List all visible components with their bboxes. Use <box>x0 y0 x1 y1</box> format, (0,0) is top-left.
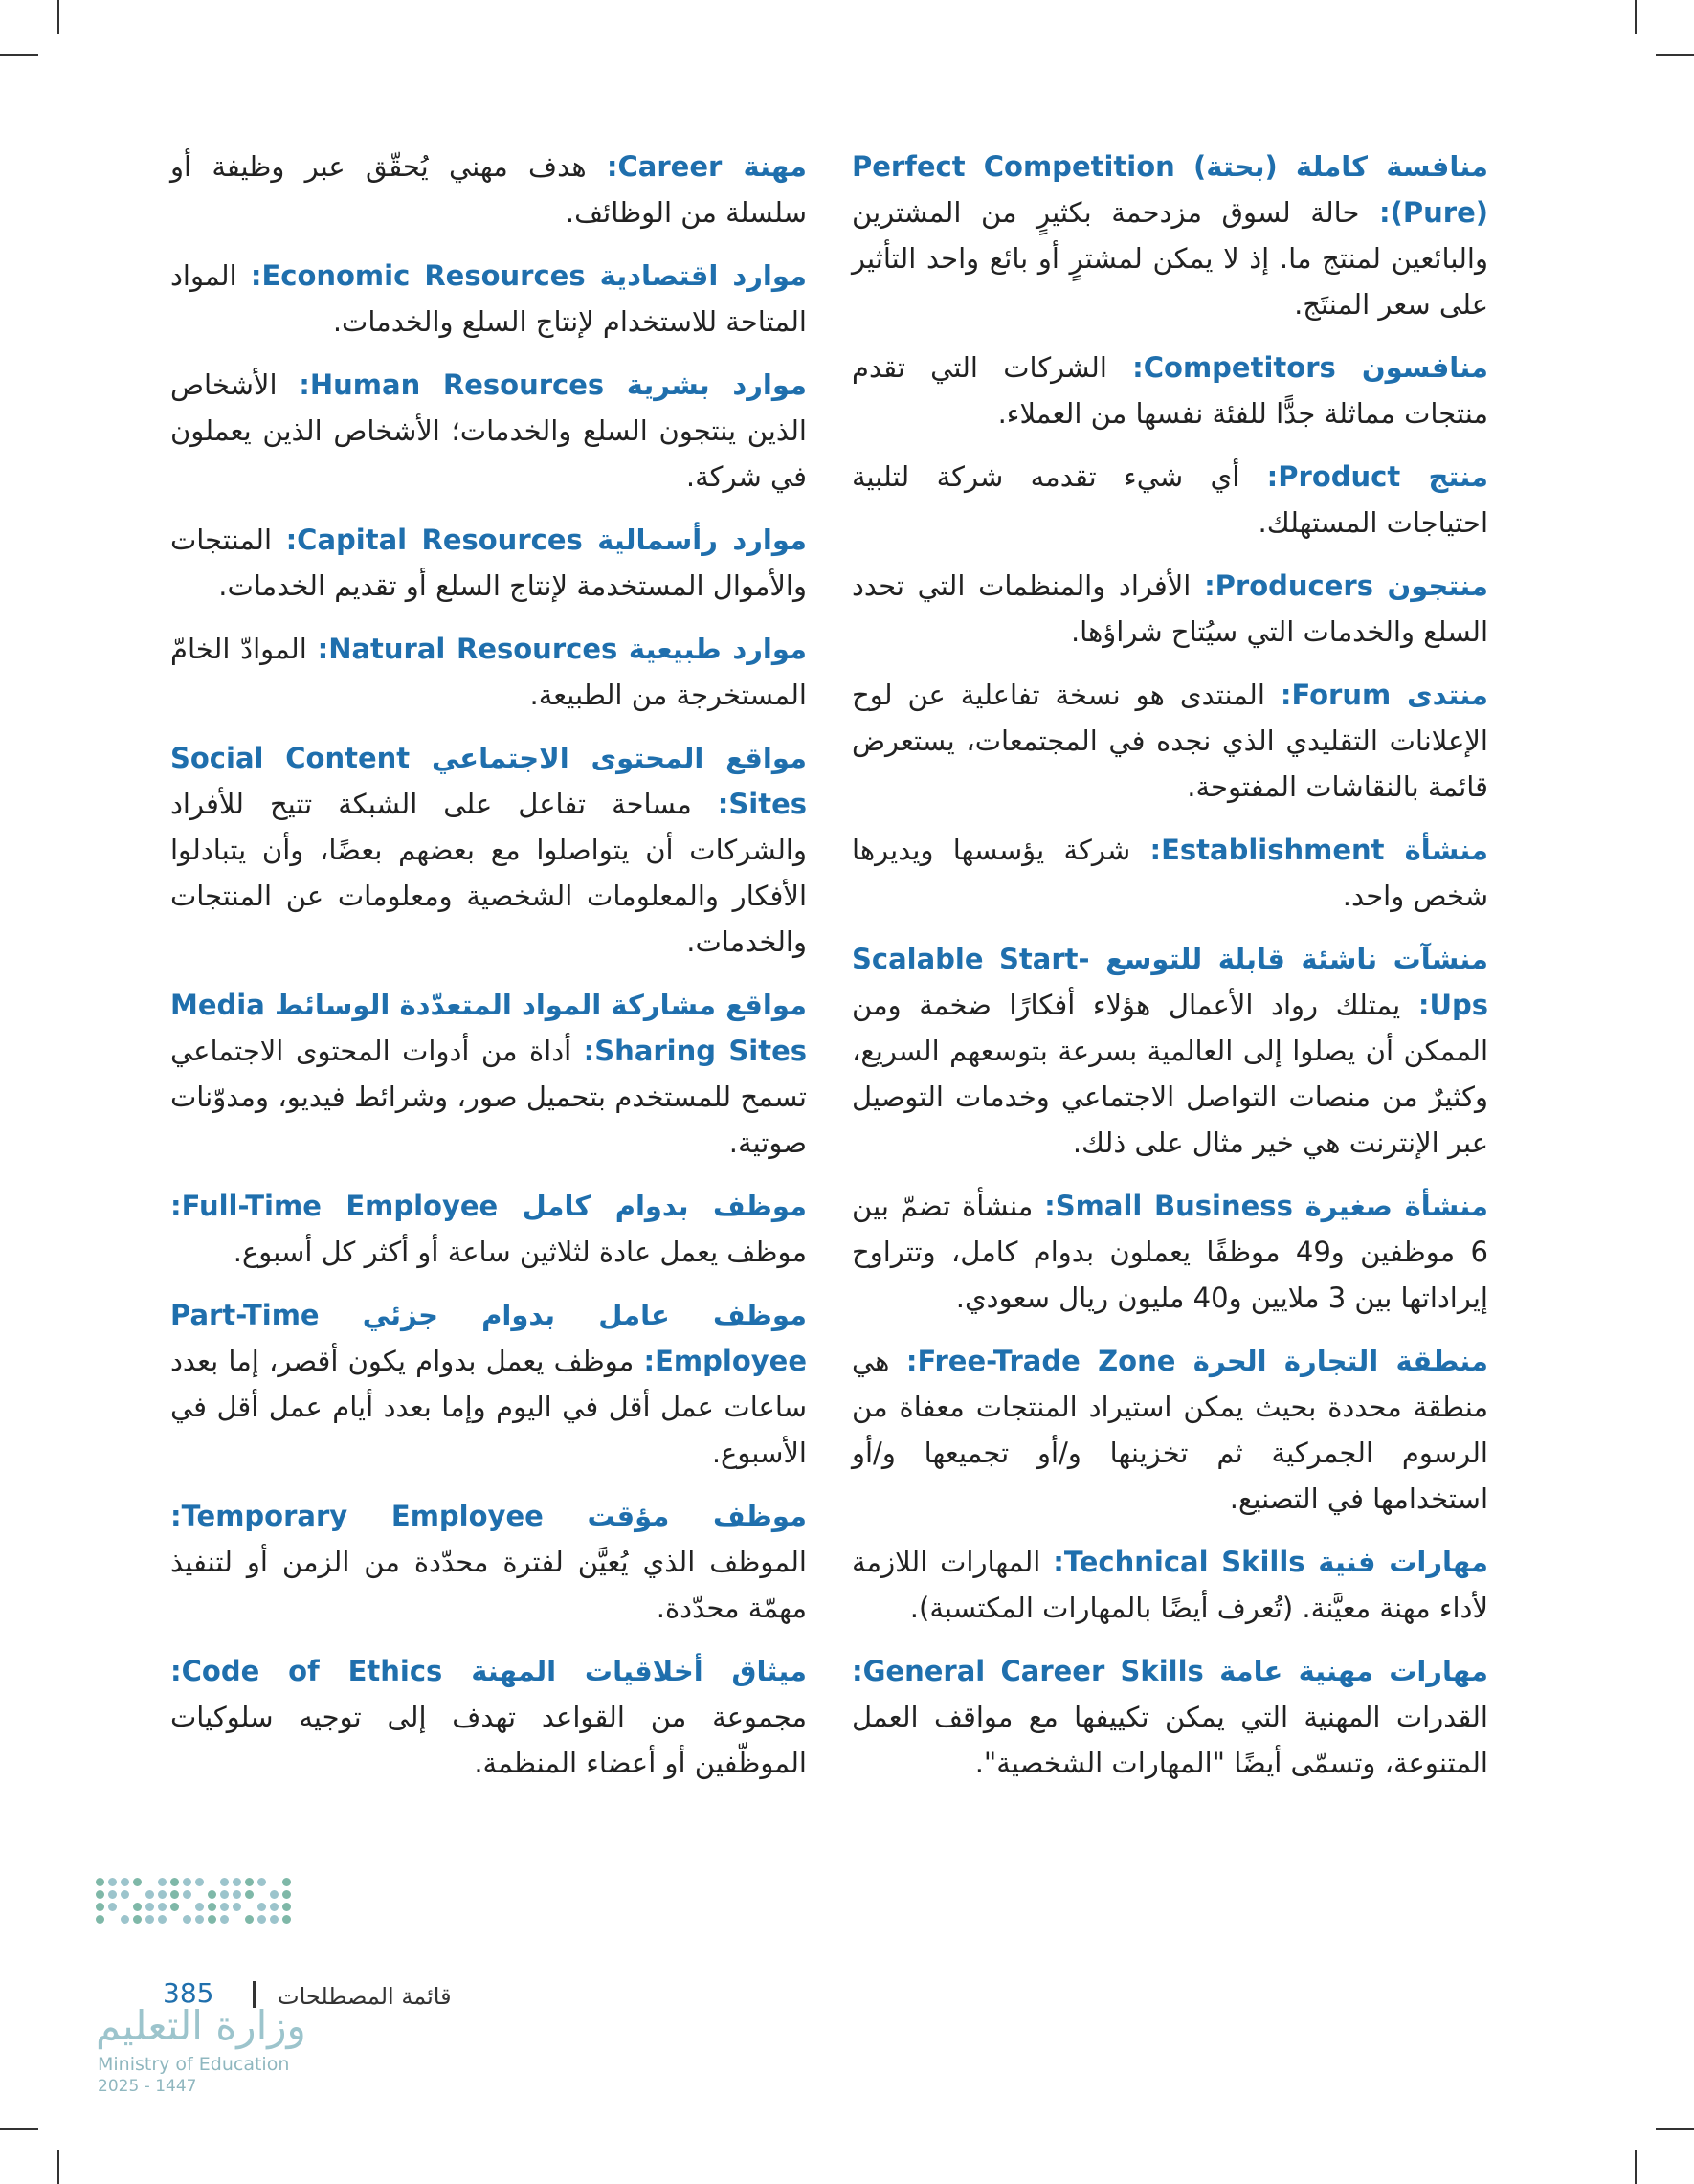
logo-dot <box>257 1878 266 1886</box>
glossary-column-left <box>170 144 807 1803</box>
glossary-definition: الشركات التي تقدم منتجات مماثلة جدًّا للفئة نفسها من العملاء. <box>852 351 1488 430</box>
logo-dot <box>183 1890 191 1899</box>
crop-mark <box>57 2150 59 2184</box>
glossary-term: منشآت ناشئة قابلة للتوسع Scalable Start-Ups: <box>852 943 1489 1021</box>
glossary-definition: الأفراد والمنظمات التي تحدد السلع والخدمات التي سيُتاح شراؤها. <box>852 569 1488 648</box>
section-label: قائمة المصطلحات <box>278 1983 452 2010</box>
glossary-term: مهارات فنية Technical Skills: <box>1053 1546 1488 1578</box>
logo-dot <box>270 1890 279 1899</box>
glossary-term: منافسون Competitors: <box>1132 351 1488 384</box>
logo-dot <box>233 1903 241 1911</box>
logo-dot <box>96 1890 104 1899</box>
glossary-entry <box>852 1648 1488 1786</box>
logo-dot <box>121 1890 129 1899</box>
glossary-entry <box>852 1338 1488 1522</box>
ministry-name-arabic: وزارة التعليم <box>96 2002 306 2049</box>
glossary-entry <box>170 735 807 965</box>
glossary-definition: مساحة تفاعل على الشبكة تتيح للأفراد والشركات أن يتواصلوا مع بعضهم بعضًا، وأن يتبادلوا الأفكار والمعلومات الشخصية ومعلومات عن المنتجات والخدمات. <box>170 788 807 958</box>
logo-dot <box>170 1890 179 1899</box>
logo-dot <box>195 1915 204 1924</box>
glossary-entry <box>170 1493 807 1631</box>
logo-dot <box>220 1915 229 1924</box>
edition-year: 2025 - 1447 <box>98 2077 197 2096</box>
logo-dot <box>220 1903 229 1911</box>
glossary-entry <box>852 144 1488 327</box>
crop-mark <box>1656 2128 1694 2130</box>
glossary-definition: المواد المتاحة للاستخدام لإنتاج السلع والخدمات. <box>170 259 807 338</box>
glossary-term: موارد رأسمالية Capital Resources: <box>285 524 807 556</box>
glossary-term: منشأة Establishment: <box>1149 834 1488 866</box>
logo-dot <box>158 1915 167 1924</box>
glossary-entry <box>170 1292 807 1476</box>
glossary-definition: المنتدى هو نسخة تفاعلية عن لوح الإعلانات التقليدي الذي نجده في المجتمعات، يستعرض قائمة بالنقاشات المفتوحة. <box>852 679 1488 803</box>
glossary-term: موظف مؤقت Temporary Employee: <box>170 1500 807 1532</box>
page-number: 385 <box>163 1977 214 2009</box>
glossary-definition: المنتجات والأموال المستخدمة لإنتاج السلع أو تقديم الخدمات. <box>170 524 807 602</box>
logo-dot <box>96 1915 104 1924</box>
glossary-term: منطقة التجارة الحرة Free-Trade Zone: <box>905 1345 1489 1377</box>
logo-dot <box>270 1915 279 1924</box>
crop-mark <box>1656 54 1694 56</box>
logo-dot <box>245 1878 254 1886</box>
logo-dot <box>145 1915 154 1924</box>
glossary-term: ميثاق أخلاقيات المهنة Code of Ethics: <box>170 1655 808 1687</box>
crop-mark <box>0 54 38 56</box>
logo-dot <box>158 1878 167 1886</box>
glossary-entry <box>170 144 807 235</box>
glossary-entry <box>170 626 807 718</box>
logo-dot <box>195 1903 204 1911</box>
logo-dot <box>245 1890 254 1899</box>
glossary-term: موارد طبيعية Natural Resources: <box>317 633 808 665</box>
logo-dot <box>282 1915 291 1924</box>
glossary-definition: يمتلك رواد الأعمال هؤلاء أفكارًا ضخمة ومن الممكن أن يصلوا إلى العالمية بسرعة بتوسعهم السريع، وكثيرٌ من منصات التواصل الاجتماعي وخدمات التوصيل عبر الإنترنت هي خير مثال على ذلك. <box>852 989 1488 1159</box>
logo-dot <box>96 1878 104 1886</box>
glossary-term: مواقع مشاركة المواد المتعدّدة الوسائط Media Sharing Sites: <box>170 989 807 1067</box>
glossary-definition: الأشخاص الذين ينتجون السلع والخدمات؛ الأشخاص الذين يعملون في شركة. <box>170 368 807 493</box>
logo-dot <box>220 1890 229 1899</box>
crop-mark <box>57 0 59 34</box>
glossary-term: مواقع المحتوى الاجتماعي Social Content Sites: <box>170 742 807 820</box>
glossary-entry <box>852 563 1488 655</box>
crop-mark <box>1635 0 1637 34</box>
glossary-definition: هي منطقة محددة بحيث يمكن استيراد المنتجات معفاة من الرسوم الجمركية ثم تخزينها و/أو تجميعها و/أو استخدامها في التصنيع. <box>852 1345 1488 1515</box>
logo-dot <box>257 1915 266 1924</box>
logo-dot <box>108 1903 117 1911</box>
logo-dot <box>133 1878 142 1886</box>
glossary-term: موارد اقتصادية Economic Resources: <box>250 259 807 292</box>
logo-dot <box>270 1903 279 1911</box>
glossary-entry <box>852 936 1488 1166</box>
logo-dot <box>220 1878 229 1886</box>
glossary-definition: الموظف الذي يُعيَّن لفترة محدّدة من الزمن أو لتنفيذ مهمّة محدّدة. <box>170 1546 807 1624</box>
glossary-term: موظف بدوام كامل Full-Time Employee: <box>170 1190 807 1222</box>
logo-dot <box>158 1903 167 1911</box>
glossary-term: مهارات مهنية عامة General Career Skills: <box>852 1655 1488 1687</box>
logo-dot <box>208 1915 216 1924</box>
glossary-term: موارد بشرية Human Resources: <box>299 368 807 401</box>
logo-dot <box>245 1915 254 1924</box>
logo-dot <box>282 1903 291 1911</box>
glossary-entry <box>852 827 1488 919</box>
glossary-definition: القدرات المهنية التي يمكن تكييفها مع مواقف العمل المتنوعة، وتسمّى أيضًا "المهارات الشخصية". <box>852 1701 1488 1779</box>
glossary-entry <box>852 345 1488 436</box>
glossary-term: موظف عامل بدوام جزئي Part-Time Employee: <box>170 1299 808 1377</box>
glossary-entry <box>170 253 807 345</box>
logo-dot <box>195 1878 204 1886</box>
glossary-entry <box>852 1183 1488 1321</box>
logo-dot <box>121 1878 129 1886</box>
crop-mark <box>1635 2150 1637 2184</box>
logo-dot <box>257 1903 266 1911</box>
glossary-definition: موظف يعمل عادة لثلاثين ساعة أو أكثر كل أسبوع. <box>233 1236 807 1268</box>
logo-dot <box>108 1878 117 1886</box>
glossary-term: منتدى Forum: <box>1280 679 1488 711</box>
glossary-entry <box>170 362 807 500</box>
glossary-entry <box>170 1648 807 1786</box>
logo-dot <box>183 1878 191 1886</box>
logo-dot <box>170 1903 179 1911</box>
logo-dot <box>145 1903 154 1911</box>
glossary-entry <box>852 1539 1488 1631</box>
logo-dot <box>158 1890 167 1899</box>
glossary-definition: هدف مهني يُحقّق عبر وظيفة أو سلسلة من الوظائف. <box>170 150 807 229</box>
glossary-entry <box>852 454 1488 546</box>
glossary-column-right <box>852 144 1488 1803</box>
glossary-entry <box>170 1183 807 1275</box>
glossary-term: منافسة كاملة (بحتة) Perfect Competition (Pure): <box>852 150 1489 229</box>
glossary-entry <box>852 672 1488 810</box>
glossary-definition: شركة يؤسسها ويديرها شخص واحد. <box>852 834 1488 912</box>
logo-dot <box>233 1890 241 1899</box>
logo-dot <box>96 1903 104 1911</box>
logo-dot <box>133 1903 142 1911</box>
logo-dot <box>133 1915 142 1924</box>
logo-dot <box>183 1915 191 1924</box>
logo-dot <box>282 1890 291 1899</box>
glossary-definition: أداة من أدوات المحتوى الاجتماعي تسمح للمستخدم بتحميل صور، وشرائط فيديو، ومدوّنات صوتية. <box>170 1035 807 1159</box>
ministry-name-english: Ministry of Education <box>98 2054 290 2075</box>
glossary-definition: المهارات اللازمة لأداء مهنة معيَّنة. (تُعرف أيضًا بالمهارات المكتسبة). <box>852 1546 1488 1624</box>
glossary-definition: منشأة تضمّ بين 6 موظفين و49 موظفًا يعملون بدوام كامل، وتتراوح إيراداتها بين 3 ملايين و40 مليون ريال سعودي. <box>852 1190 1488 1314</box>
logo-dot <box>121 1915 129 1924</box>
glossary-definition: أي شيء تقدمه شركة لتلبية احتياجات المستهلك. <box>852 460 1488 539</box>
glossary-entry <box>170 517 807 609</box>
glossary-term: مهنة Career: <box>606 150 807 183</box>
logo-dot <box>108 1890 117 1899</box>
glossary-term: منتجون Producers: <box>1204 569 1489 602</box>
glossary-definition: مجموعة من القواعد تهدف إلى توجيه سلوكيات الموظّفين أو أعضاء المنظمة. <box>170 1701 807 1779</box>
glossary-term: منشأة صغيرة Small Business: <box>1044 1190 1488 1222</box>
glossary-definition: موظف يعمل بدوام يكون أقصر، إما بعدد ساعات عمل أقل في اليوم وإما بعدد أيام عمل أقل في الأسبوع. <box>170 1345 807 1469</box>
logo-dot <box>145 1890 154 1899</box>
crop-mark <box>0 2128 38 2130</box>
glossary-entry <box>170 982 807 1166</box>
glossary-definition: حالة لسوق مزدحمة بكثيرٍ من المشترين والبائعين لمنتج ما. إذ لا يمكن لمشترٍ أو بائع واحد التأثير على سعر المنتَج. <box>852 196 1488 321</box>
logo-dot <box>282 1878 291 1886</box>
logo-dot <box>170 1878 179 1886</box>
glossary-definition: الموادّ الخامّ المستخرجة من الطبيعة. <box>170 633 807 711</box>
glossary-term: منتج Product: <box>1266 460 1488 493</box>
logo-dot <box>208 1903 216 1911</box>
logo-dot <box>208 1890 216 1899</box>
logo-dot <box>233 1878 241 1886</box>
